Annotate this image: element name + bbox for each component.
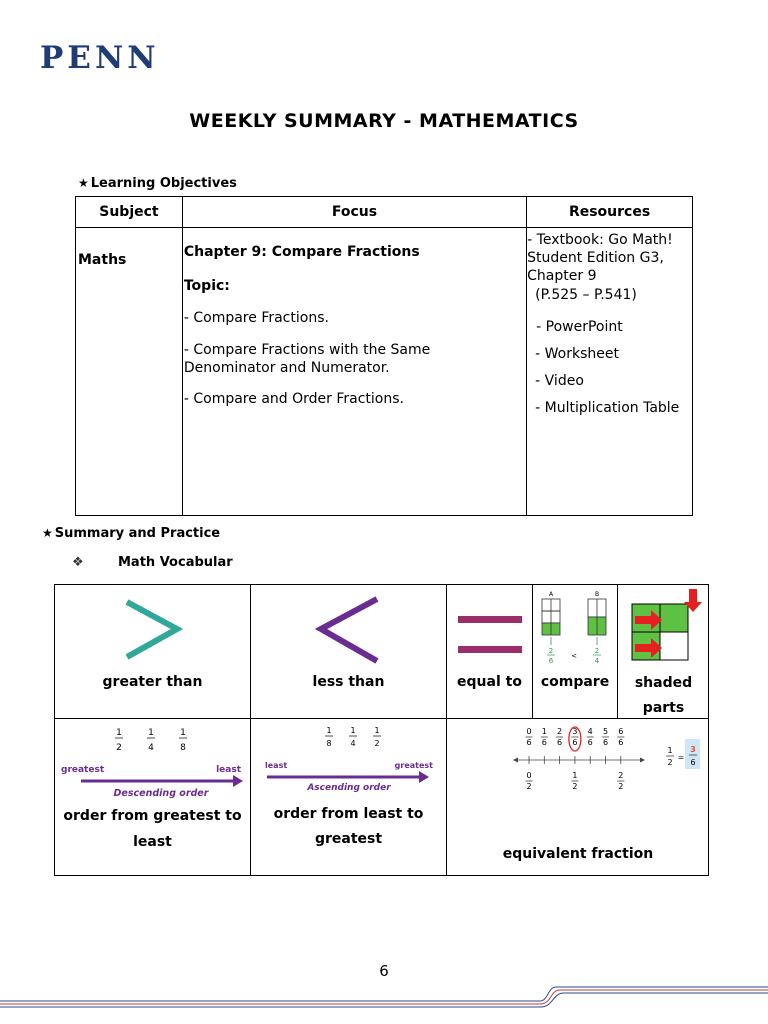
sixths-numerator: 4	[587, 727, 593, 736]
footer-curve-blue-1	[540, 987, 768, 1001]
svg-text:3: 3	[690, 745, 696, 754]
vocab-greater-than	[55, 585, 251, 719]
frac-a-den: 6	[548, 657, 554, 665]
shaded-square-2	[660, 604, 688, 632]
table-row	[76, 228, 693, 516]
vocabulary-heading: ❖ Math Vocabular	[72, 555, 233, 570]
desc-fraction-2	[147, 728, 155, 753]
frac-b-den: 4	[594, 657, 600, 665]
halves-numerator: 1	[572, 771, 578, 780]
vocab-order-greatest-to-least	[55, 719, 251, 876]
sixths-fraction-label	[526, 727, 533, 747]
svg-text:8: 8	[180, 743, 186, 753]
greater-than-symbol-icon	[55, 585, 251, 719]
asc-start-label: least	[265, 761, 288, 770]
star-icon: ★	[78, 176, 89, 190]
sixths-fraction-label	[587, 727, 594, 747]
sixths-denominator: 6	[587, 738, 593, 747]
focus-header: Focus	[182, 197, 526, 228]
halves-denominator: 2	[618, 782, 624, 791]
penn-logo: PENN	[40, 40, 160, 76]
vocab-equal-to	[447, 585, 533, 719]
halves-denominator: 2	[572, 782, 578, 791]
vocab-less-than	[251, 585, 447, 719]
compare-fraction-bars-icon	[533, 585, 618, 719]
topic-item: - Compare and Order Fractions.	[183, 390, 404, 407]
asc-end-label: greatest	[394, 761, 433, 770]
bar-a-letter: A	[548, 591, 554, 598]
compare-sign: <	[571, 652, 577, 660]
frac-a-num: 2	[548, 647, 554, 655]
sixths-fraction-label	[602, 727, 609, 747]
number-line-left-arrow	[513, 758, 518, 763]
svg-text:1: 1	[667, 746, 673, 755]
desc-arrow-head	[233, 775, 243, 787]
frac-b-num: 2	[594, 647, 600, 655]
svg-text:4: 4	[350, 739, 356, 748]
svg-text:=: =	[677, 753, 685, 762]
asc-fraction-2	[349, 726, 357, 748]
vocab-order-least-to-greatest	[251, 719, 447, 876]
sixths-denominator: 6	[541, 738, 547, 747]
footer-curve-blue-2	[540, 993, 768, 1007]
halves-numerator: 0	[526, 771, 532, 780]
sixths-denominator: 6	[526, 738, 532, 747]
chapter-title: Chapter 9: Compare Fractions	[183, 244, 420, 260]
halves-fraction-label	[526, 771, 533, 791]
equal-to-label: equal to	[457, 674, 522, 690]
sixths-denominator: 6	[618, 738, 624, 747]
svg-text:1: 1	[326, 726, 332, 735]
equivalent-equation	[666, 739, 700, 769]
svg-text:1: 1	[148, 728, 154, 738]
asc-arrow-head	[419, 771, 429, 783]
svg-text:1: 1	[180, 728, 186, 738]
sixths-numerator: 6	[618, 727, 624, 736]
desc-fraction-1	[115, 728, 123, 753]
sixths-denominator: 6	[572, 738, 578, 747]
resource-item: - Multiplication Table	[535, 400, 680, 417]
learning-objectives-heading: ★ Learning Objectives	[78, 176, 237, 191]
less-than-label: less than	[312, 674, 385, 690]
svg-text:2: 2	[667, 758, 673, 767]
page-title: WEEKLY SUMMARY - MATHEMATICS	[189, 110, 579, 132]
sixths-denominator: 6	[557, 738, 563, 747]
equal-bar-bottom	[458, 646, 522, 653]
page-number: 6	[379, 962, 389, 980]
table-header-row	[76, 197, 693, 228]
footer-decoration	[0, 982, 768, 1024]
less-than-symbol-icon	[251, 585, 447, 719]
topic-item: - Compare Fractions.	[183, 310, 329, 327]
svg-text:1: 1	[116, 728, 122, 738]
order-desc-label: order from greatest to least	[63, 808, 242, 850]
resource-item: - PowerPoint	[536, 318, 623, 335]
number-line-right-arrow	[640, 758, 645, 763]
sixths-numerator: 2	[557, 727, 563, 736]
desc-fraction-3	[179, 728, 187, 753]
resource-item: (P.525 – P.541)	[535, 286, 637, 303]
desc-end-label: least	[216, 765, 241, 775]
topic-label: Topic:	[183, 278, 230, 295]
shaded-parts-label: shaded parts	[634, 675, 693, 716]
bar-b-letter: B	[594, 591, 600, 598]
resource-item: - Textbook: Go Math! Student Edition G3, Chapter 9	[527, 232, 673, 285]
equal-bar-top	[458, 616, 522, 623]
sixths-fraction-label	[556, 727, 563, 747]
topic-item: - Compare Fractions with the Same Denominator and Numerator.	[183, 341, 431, 376]
summary-heading: ★ Summary and Practice	[42, 526, 221, 541]
order-asc-label: order from least to greatest	[273, 806, 424, 847]
greater-than-glyph	[127, 602, 177, 657]
equivalent-label: equivalent fraction	[502, 846, 654, 862]
sixths-fraction-label	[571, 727, 578, 747]
vocab-equivalent-fraction	[447, 719, 709, 876]
sixths-numerator: 3	[572, 727, 578, 736]
resources-header: Resources	[527, 197, 693, 228]
subject-cell: Maths	[76, 228, 183, 516]
sixths-fraction-label	[541, 727, 548, 747]
sixths-denominator: 6	[602, 738, 609, 747]
vocab-shaded-parts	[618, 585, 709, 719]
focus-cell	[182, 228, 526, 516]
asc-fraction-3	[373, 726, 381, 748]
ascending-order-diagram	[251, 719, 447, 876]
svg-text:2: 2	[116, 743, 122, 753]
less-than-glyph	[321, 599, 377, 661]
halves-fraction-label	[617, 771, 624, 791]
halves-numerator: 2	[618, 771, 624, 780]
desc-start-label: greatest	[61, 765, 105, 775]
resources-cell	[527, 228, 693, 516]
equal-sign-icon	[447, 585, 533, 719]
subject-header: Subject	[76, 197, 183, 228]
resource-item: - Worksheet	[535, 345, 619, 362]
objectives-table	[75, 196, 693, 516]
svg-text:1: 1	[374, 726, 380, 735]
asc-caption: Ascending order	[307, 783, 391, 793]
halves-fraction-label	[571, 771, 578, 791]
desc-caption: Descending order	[113, 788, 209, 799]
diamond-bullet-icon: ❖	[72, 555, 84, 570]
svg-text:2: 2	[374, 739, 380, 748]
sixths-numerator: 1	[541, 727, 547, 736]
svg-text:4: 4	[148, 743, 154, 753]
sixths-fraction-label	[617, 727, 624, 747]
footer-curve-red	[540, 990, 768, 1004]
vocabulary-grid	[54, 584, 709, 876]
svg-text:1: 1	[350, 726, 356, 735]
resource-item: - Video	[535, 373, 584, 390]
halves-denominator: 2	[526, 782, 532, 791]
svg-text:8: 8	[326, 739, 332, 748]
svg-text:6: 6	[690, 758, 696, 767]
asc-fraction-1	[325, 726, 333, 748]
sixths-numerator: 5	[602, 727, 609, 736]
greater-than-label: greater than	[102, 674, 203, 690]
compare-label: compare	[540, 674, 610, 690]
sixths-numerator: 0	[526, 727, 532, 736]
star-icon: ★	[42, 526, 53, 540]
vocab-compare	[533, 585, 618, 719]
